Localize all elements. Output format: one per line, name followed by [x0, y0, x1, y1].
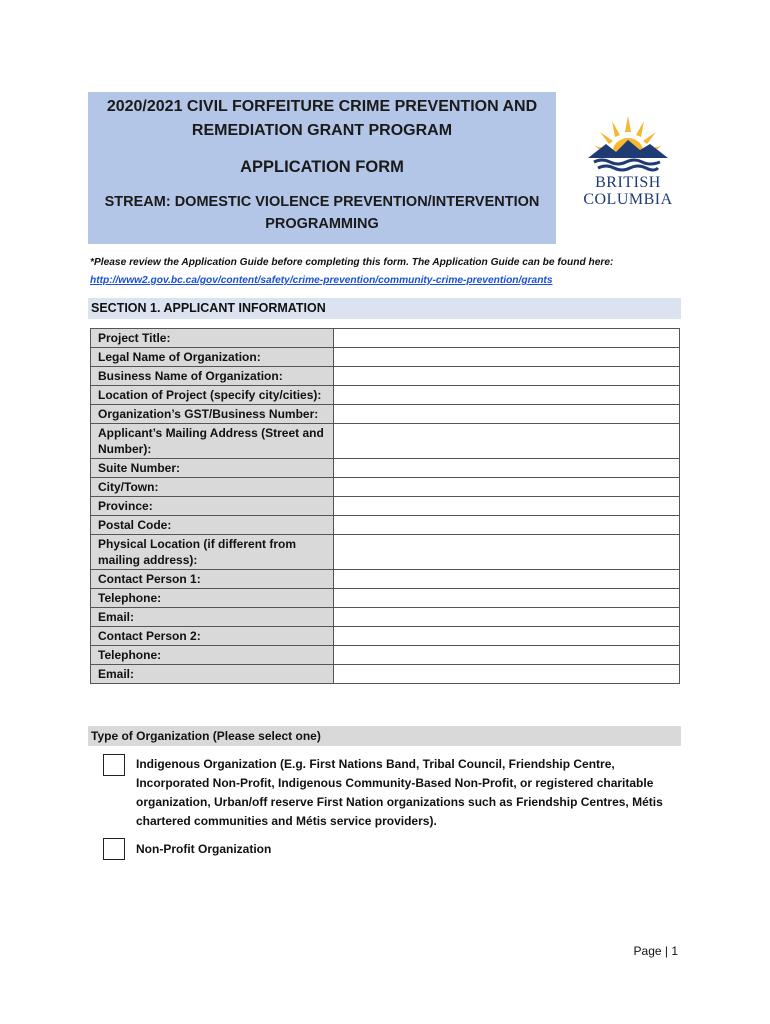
field-input[interactable] — [334, 348, 680, 367]
stream-line-2: PROGRAMMING — [265, 216, 379, 232]
table-row — [91, 497, 680, 516]
table-row — [91, 405, 680, 424]
field-input[interactable] — [334, 535, 680, 570]
table-row — [91, 386, 680, 405]
field-input[interactable] — [334, 405, 680, 424]
application-guide-note — [90, 254, 690, 290]
field-label: Organization’s GST/Business Number: — [91, 405, 334, 424]
field-input[interactable] — [334, 516, 680, 535]
field-input[interactable] — [334, 665, 680, 684]
field-label: Province: — [91, 497, 334, 516]
field-label: Location of Project (specify city/cities): — [91, 386, 334, 405]
field-label: Email: — [91, 665, 334, 684]
table-row — [91, 478, 680, 497]
stream-title — [88, 191, 556, 235]
field-input[interactable] — [334, 459, 680, 478]
form-header — [88, 92, 556, 244]
field-input[interactable] — [334, 386, 680, 405]
section-1-heading: SECTION 1. APPLICANT INFORMATION — [88, 298, 681, 319]
field-label: Project Title: — [91, 329, 334, 348]
table-row — [91, 535, 680, 570]
field-label: Telephone: — [91, 646, 334, 665]
table-row — [91, 329, 680, 348]
non-profit-organization-checkbox[interactable] — [103, 838, 125, 860]
page-number: Page | 1 — [633, 944, 678, 958]
field-input[interactable] — [334, 646, 680, 665]
field-label: Telephone: — [91, 589, 334, 608]
field-label: Physical Location (if different from mailing address): — [91, 535, 334, 570]
field-input[interactable] — [334, 367, 680, 386]
form-title: APPLICATION FORM — [240, 158, 404, 176]
field-input[interactable] — [334, 478, 680, 497]
stream-line-1: STREAM: DOMESTIC VIOLENCE PREVENTION/INTERVENTION — [104, 194, 540, 210]
field-label: Contact Person 1: — [91, 570, 334, 589]
field-label: City/Town: — [91, 478, 334, 497]
table-row — [91, 570, 680, 589]
table-row — [91, 516, 680, 535]
table-row — [91, 608, 680, 627]
note-text: *Please review the Application Guide before completing this form. The Application Guide can be found here: — [90, 257, 614, 268]
field-label: Applicant’s Mailing Address (Street and Number): — [91, 424, 334, 459]
bc-government-logo — [572, 108, 684, 218]
table-row — [91, 424, 680, 459]
non-profit-organization-label: Non-Profit Organization — [136, 842, 272, 856]
field-input[interactable] — [334, 627, 680, 646]
field-input[interactable] — [334, 570, 680, 589]
field-input[interactable] — [334, 608, 680, 627]
field-input[interactable] — [334, 589, 680, 608]
field-label: Contact Person 2: — [91, 627, 334, 646]
field-label: Postal Code: — [91, 516, 334, 535]
field-label: Legal Name of Organization: — [91, 348, 334, 367]
table-row — [91, 665, 680, 684]
bc-wordmark-line-2: COLUMBIA — [583, 191, 673, 208]
table-row — [91, 459, 680, 478]
field-input[interactable] — [334, 329, 680, 348]
field-input[interactable] — [334, 497, 680, 516]
field-label: Business Name of Organization: — [91, 367, 334, 386]
field-label: Suite Number: — [91, 459, 334, 478]
table-row — [91, 348, 680, 367]
bc-wordmark-line-1: BRITISH — [595, 174, 661, 191]
application-guide-link[interactable]: http://www2.gov.bc.ca/gov/content/safety/crime-prevention/community-crime-prevention/grants — [90, 275, 553, 286]
table-row — [91, 367, 680, 386]
applicant-info-table — [90, 328, 680, 684]
indigenous-organization-label: Indigenous Organization (E.g. First Nations Band, Tribal Council, Friendship Centre, Incorporated Non-Profit, Indigenous Community-Based Non-Profit, or registered charitable organization, Urban/off reserve First Nation organizations such as Friendship Centres, Métis chartered communities and Métis service providers). — [136, 757, 663, 828]
program-title-line-1: 2020/2021 CIVIL FORFEITURE CRIME PREVENTION AND — [106, 98, 538, 115]
bc-wordmark — [576, 174, 680, 208]
org-type-heading: Type of Organization (Please select one) — [88, 726, 681, 746]
table-row — [91, 589, 680, 608]
bc-sun-mountain-icon — [572, 108, 684, 174]
field-input[interactable] — [334, 424, 680, 459]
table-row — [91, 646, 680, 665]
program-title-line-2: REMEDIATION GRANT PROGRAM — [191, 122, 453, 139]
indigenous-organization-checkbox[interactable] — [103, 754, 125, 776]
field-label: Email: — [91, 608, 334, 627]
table-row — [91, 627, 680, 646]
